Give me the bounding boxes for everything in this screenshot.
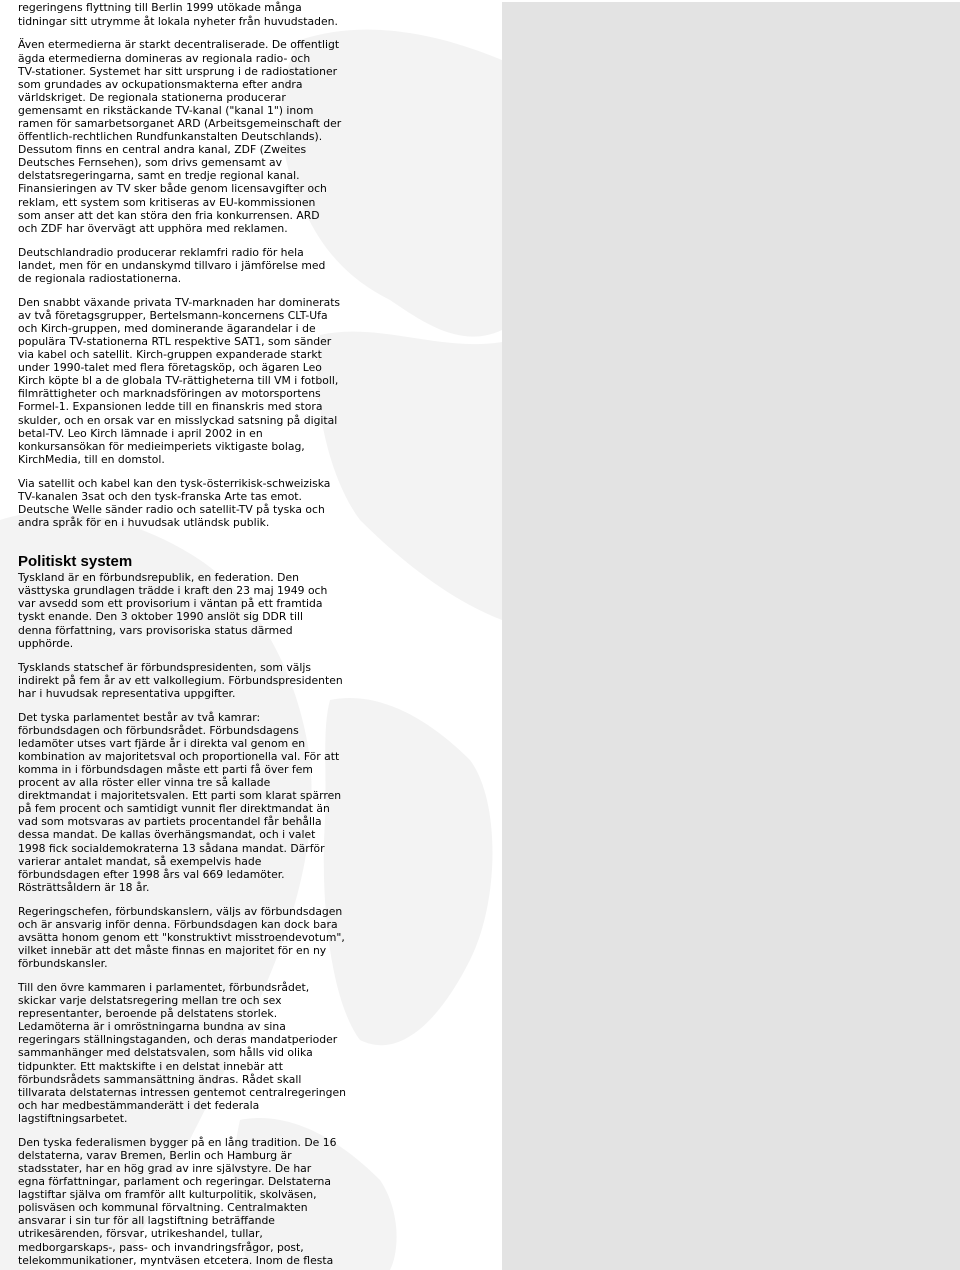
article-body [18, 0, 498, 1270]
politics-paragraph: Till den övre kammaren i parlamentet, förbundsrådet, skickar varje delstatsregering mellan tre och sex representanter, beroende på delstatens storlek. Ledamöterna är i omröstningarna bundna av sina regeringars ställningstaganden, och deras mandatperioder sammanhänger med delstatsvalen, som hålls vid olika tidpunkter. Ett maktskifte i en delstat innebär att förbundsrådets sammansättning ändras. Rådet skall tillvarata delstaternas intressen gentemot centralregeringen och har medbestämmanderätt i det federala lagstiftningsarbetet. [18, 981, 346, 1125]
politics-paragraph: Regeringschefen, förbundskanslern, väljs av förbundsdagen och är ansvarig inför denna. Förbundsdagen kan dock bara avsätta honom genom ett "konstruktivt misstroendevotum", vilket innebär att det måste finnas en majoritet för en ny förbundskansler. [18, 904, 345, 971]
politics-paragraph: Den tyska federalismen bygger på en lång tradition. De 16 delstaterna, varav Bremen, Berlin och Hamburg är stadsstater, har en hög grad av inre självstyre. De har egna författningar, parlament och regeringar. Delstaterna lagstiftar själva om framför allt kulturpolitik, skolväsen, polisväsen och kommunal förvaltning. Centralmakten ansvarar i sin tur för all lagstiftning beträffande utrikesärenden, försvar, utrikeshandel, tullar, medborgarskaps-, pass- och invandringsfrågor, post, telekommunikationer, myntväsen etcetera. Inom de flesta [18, 1135, 337, 1267]
media-paragraph: Via satellit och kabel kan den tysk-österrikisk-schweiziska TV-kanalen 3sat och den tysk-franska Arte tas emot. Deutsche Welle sänder radio och satellit-TV på tyska och andra språk för en i huvudsak utländsk publik. [18, 476, 331, 529]
media-paragraph: regeringens flyttning till Berlin 1999 utökade många tidningar sitt utrymme åt lokala nyheter från huvudstaden. [18, 1, 338, 28]
politics-paragraph: Tysklands statschef är förbundspresidenten, som väljs indirekt på fem år av ett valkollegium. Förbundspresidenten har i huvudsak representativa uppgifter. [18, 660, 343, 700]
media-paragraph: Även etermedierna är starkt decentraliserade. De offentligt ägda etermedierna domineras av regionala radio- och TV-stationer. Systemet har sitt ursprung i de radiostationer som grundades av ockupationsmakterna efter andra världskriget. De regionala stationerna producerar gemensamt en rikstäckande TV-kanal ("kanal 1") inom ramen för samarbetsorganet ARD (Arbeitsgemeinschaft der öffentlich-rechtlichen Rundfunkanstalten Deutschlands). Dessutom finns en central andra kanal, ZDF (Zweites Deutsches Fernsehen), som drivs gemensamt av delstatsregeringarna, samt en tredje regional kanal. Finansieringen av TV sker både genom licensavgifter och reklam, ett system som kritiseras av EU-kommissionen som anser att det kan störa den fria konkurrensen. ARD och ZDF har övervägt att upphöra med reklamen. [18, 38, 342, 235]
media-paragraph: Deutschlandradio producerar reklamfri radio för hela landet, men för en undanskymd tillvaro i jämförelse med de regionala radiostationerna. [18, 245, 326, 285]
politics-paragraph: Tyskland är en förbundsrepublik, en federation. Den västtyska grundlagen trädde i kraft den 23 maj 1949 och var avsedd som ett provisorium i väntan på ett framtida tyskt enande. Den 3 oktober 1990 anslöt sig DDR till denna författning, vars provisoriska status därmed upphörde. [18, 571, 328, 650]
media-paragraph: Den snabbt växande privata TV-marknaden har dominerats av två företagsgrupper, Bertelsmann-koncernens CLT-Ufa och Kirch-gruppen, med dominerande ägarandelar i de populära TV-stationerna RTL respektive SAT1, som sänder via kabel och satellit. Kirch-gruppen expanderade starkt under 1990-talet med flera företagsköp, och ägaren Leo Kirch köpte bl a de globala TV-rättigheterna till VM i fotboll, filmrättigheter och marknadsföringen av motorsportens Formel-1. Expansionen ledde till en finanskris med stora skulder, och en orsak var en misslyckad satsning på digital betal-TV. Leo Kirch lämnade i april 2002 in en konkursansökan för medieimperiets viktigaste bolag, KirchMedia, till en domstol. [18, 295, 341, 466]
side-panel [502, 2, 960, 1270]
section-heading: Politiskt system [18, 552, 133, 570]
politics-paragraph: Det tyska parlamentet består av två kamrar: förbundsdagen och förbundsrådet. Förbundsdagens ledamöter utses vart fjärde år i direkta val genom en kombination av majoritetsval och proportionella val. För att komma in i förbundsdagen måste ett parti få över fem procent av alla röster eller vinna tre så kallade direktmandat i majoritetsvalen. Ett parti som klarat spärren på fem procent och samtidigt vunnit fler direktmandat än vad som motsvaras av partiets procentandel får behålla dessa mandat. De kallas överhängsmandat, och i valet 1998 fick socialdemokraterna 13 sådana mandat. Därför varierar antalet mandat, så exempelvis hade förbundsdagen efter 1998 års val 669 ledamöter. Rösträttsåldern är 18 år. [18, 710, 342, 894]
